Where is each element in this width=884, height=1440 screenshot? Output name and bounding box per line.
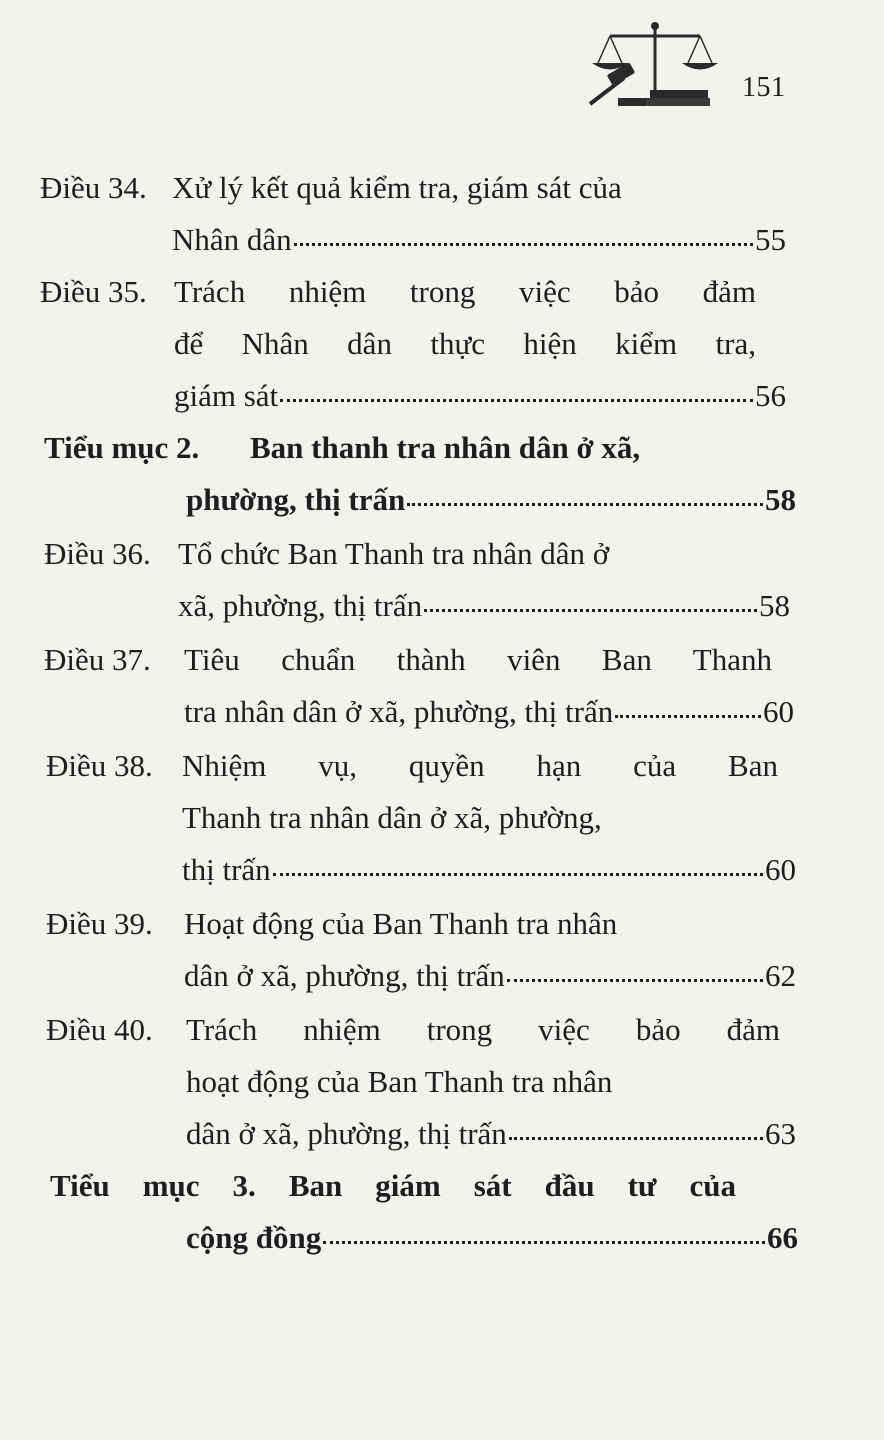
entry-last-line <box>184 694 794 730</box>
entry-last-line <box>186 1116 796 1152</box>
leader-dots <box>507 975 763 982</box>
entry-title-line: Tiêu chuẩn thành viên Ban Thanh <box>184 642 772 677</box>
leader-dots <box>424 605 757 612</box>
entry-title-line: Trách nhiệm trong việc bảo đảm <box>186 1012 780 1047</box>
entry-title-tail: tra nhân dân ở xã, phường, thị trấn <box>184 694 614 729</box>
entry-number: Điều 38. <box>46 748 153 783</box>
entry-title-tail: dân ở xã, phường, thị trấn <box>184 958 505 993</box>
section-heading-line <box>50 1168 736 1204</box>
justice-scales-gavel-logo <box>580 18 730 110</box>
entry-page: 62 <box>765 958 796 993</box>
entry-last-line <box>174 378 786 414</box>
entry-number: Điều 37. <box>44 642 151 677</box>
entry-title-line: Xử lý kết quả kiểm tra, giám sát của <box>172 170 622 205</box>
section-title-line: Ban thanh tra nhân dân ở xã, <box>250 430 641 465</box>
leader-dots <box>323 1237 765 1244</box>
leader-dots <box>273 869 763 876</box>
entry-number: Điều 35. <box>40 274 147 309</box>
leader-dots <box>509 1133 763 1140</box>
entry-page: 58 <box>759 588 790 623</box>
entry-title-tail: giám sát <box>174 378 279 413</box>
entry-title-line: Tổ chức Ban Thanh tra nhân dân ở <box>178 536 610 571</box>
entry-number: Điều 40. <box>46 1012 153 1047</box>
entry-last-line <box>184 958 796 994</box>
entry-title-tail: thị trấn <box>182 852 271 887</box>
entry-page: 55 <box>755 222 786 257</box>
entry-page: 56 <box>755 378 786 413</box>
entry-page: 63 <box>765 1116 796 1151</box>
entry-title-tail: xã, phường, thị trấn <box>178 588 423 623</box>
entry-title-line: Thanh tra nhân dân ở xã, phường, <box>182 800 602 835</box>
page-number: 151 <box>742 72 786 103</box>
section-title-line: Ban giám sát đầu tư của <box>288 1168 736 1203</box>
entry-last-line <box>182 852 796 888</box>
entry-page: 60 <box>763 694 794 729</box>
entry-title-tail: Nhân dân <box>172 222 292 257</box>
section-last-line <box>186 1220 798 1256</box>
entry-number: Điều 34. <box>40 170 147 205</box>
section-last-line <box>186 482 796 518</box>
entry-last-line <box>172 222 786 258</box>
section-page: 58 <box>765 482 796 517</box>
entry-title-line: để Nhân dân thực hiện kiểm tra, <box>174 326 756 361</box>
entry-title-line: Trách nhiệm trong việc bảo đảm <box>174 274 756 309</box>
section-number: Tiểu mục 3. <box>50 1168 256 1203</box>
entry-page: 60 <box>765 852 796 887</box>
section-title-tail: phường, thị trấn <box>186 482 406 517</box>
section-title-tail: cộng đồng <box>186 1220 322 1255</box>
entry-title-line: Hoạt động của Ban Thanh tra nhân <box>184 906 618 941</box>
section-number: Tiểu mục 2. <box>44 430 200 465</box>
entry-title-line: Nhiệm vụ, quyền hạn của Ban <box>182 748 778 783</box>
entry-last-line <box>178 588 790 624</box>
entry-number: Điều 39. <box>46 906 153 941</box>
section-page: 66 <box>767 1220 798 1255</box>
leader-dots <box>407 499 763 506</box>
entry-number: Điều 36. <box>44 536 151 571</box>
leader-dots <box>280 395 753 402</box>
entry-title-tail: dân ở xã, phường, thị trấn <box>186 1116 507 1151</box>
entry-title-line: hoạt động của Ban Thanh tra nhân <box>186 1064 613 1099</box>
leader-dots <box>294 239 753 246</box>
leader-dots <box>615 711 761 718</box>
